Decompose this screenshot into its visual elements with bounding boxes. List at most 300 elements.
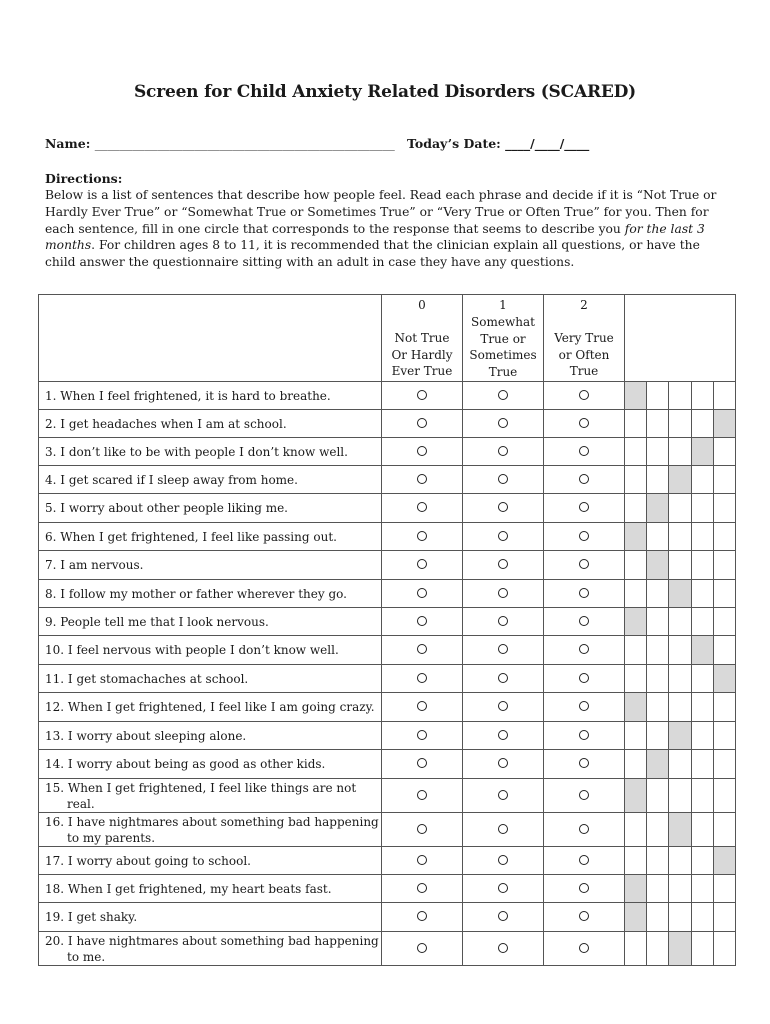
answer-cell [382,382,463,410]
answer-cell [544,636,625,665]
scoring-cell [691,903,713,932]
answer-cell [382,665,463,693]
question-label: 17. I worry about going to school. [45,853,251,868]
scoring-cell-shaded [647,494,669,523]
scoring-cell [713,722,735,750]
answer-circle-2[interactable] [579,943,589,953]
answer-circle-0[interactable] [417,758,427,768]
answer-circle-1[interactable] [498,673,508,683]
scoring-cell [713,875,735,903]
answer-cell [463,494,544,523]
answer-circle-2[interactable] [579,474,589,484]
scoring-cell-shaded [625,875,647,903]
answer-cell [382,693,463,722]
question-text [39,580,382,608]
answer-circle-0[interactable] [417,446,427,456]
question-row [39,665,736,693]
answer-circle-1[interactable] [498,758,508,768]
answer-circle-2[interactable] [579,790,589,800]
answer-cell [382,932,463,966]
answer-cell [463,382,544,410]
scoring-cell [691,932,713,966]
answer-cell [463,551,544,580]
scoring-cell [691,608,713,636]
scoring-cell-shaded [669,722,691,750]
question-label: 14. I worry about being as good as other kids. [45,757,326,771]
question-label: 11. I get stomachaches at school. [45,671,249,686]
answer-circle-2[interactable] [579,855,589,865]
scoring-cell-shaded [713,665,735,693]
scoring-cell [647,523,669,551]
scoring-cell [669,494,691,523]
scoring-cell [669,438,691,466]
date-field[interactable] [407,136,589,151]
scoring-cell [625,847,647,875]
scoring-cell [647,903,669,932]
scoring-cell [647,608,669,636]
answer-circle-0[interactable] [417,673,427,683]
answer-circle-0[interactable] [417,616,427,626]
scoring-cell [713,580,735,608]
scoring-cell [625,636,647,665]
scoring-cell [625,932,647,966]
answer-cell [544,750,625,779]
header-option-0 [382,295,463,382]
scoring-cell [647,410,669,438]
scoring-cell [713,636,735,665]
scoring-cell [669,382,691,410]
name-blank[interactable]: ________________________________________________ [94,136,395,151]
answer-cell [382,523,463,551]
scoring-cell-shaded [669,466,691,494]
question-text [39,382,382,410]
scoring-cell-shaded [647,551,669,580]
scoring-cell [691,813,713,847]
answer-cell [463,750,544,779]
answer-cell [544,932,625,966]
directions-post: . For children ages 8 to 11, it is recommended that the clinician explain all questions, or have the child answer the questionnaire sitting with an adult in case they have any questions. [45,238,700,270]
answer-circle-2[interactable] [579,446,589,456]
question-row [39,410,736,438]
answer-circle-2[interactable] [579,824,589,834]
answer-cell [382,494,463,523]
answer-cell [544,494,625,523]
scoring-cell-shaded [625,693,647,722]
question-text [39,875,382,903]
scoring-cell-shaded [713,410,735,438]
scoring-cell [669,523,691,551]
answer-circle-0[interactable] [417,502,427,512]
scoring-cell [669,693,691,722]
question-row [39,438,736,466]
scoring-cell [625,580,647,608]
answer-cell [544,722,625,750]
answer-circle-1[interactable] [498,616,508,626]
scoring-cell [625,466,647,494]
answer-circle-1[interactable] [498,911,508,921]
question-label: 12. When I get frightened, I feel like I am going crazy. [45,700,375,714]
scoring-cell [691,466,713,494]
scoring-cell [625,551,647,580]
scoring-cell [625,438,647,466]
option-score: 1 [499,298,507,312]
answer-circle-1[interactable] [498,701,508,711]
question-row [39,932,736,966]
scoring-cell [713,551,735,580]
answer-cell [544,693,625,722]
answer-circle-1[interactable] [498,883,508,893]
answer-cell [463,693,544,722]
answer-cell [382,636,463,665]
scoring-cell [669,665,691,693]
answer-circle-1[interactable] [498,943,508,953]
question-label: 2. I get headaches when I am at school. [45,416,287,431]
question-label: 16. I have nightmares about something bad happening to my parents. [45,814,379,845]
scoring-cell [713,608,735,636]
directions-text [45,187,725,271]
answer-cell [382,750,463,779]
scoring-cell-shaded [625,903,647,932]
question-row [39,551,736,580]
question-row [39,693,736,722]
question-row [39,523,736,551]
question-row [39,779,736,813]
question-label: 20. I have nightmares about something bad happening to me. [45,933,379,964]
answer-circle-2[interactable] [579,588,589,598]
scoring-cell-shaded [691,438,713,466]
option-label: Very True or Often True [554,330,614,379]
question-label: 19. I get shaky. [45,910,138,924]
answer-circle-0[interactable] [417,390,427,400]
scoring-cell [669,903,691,932]
question-row [39,636,736,665]
scoring-cell [647,382,669,410]
scoring-cell [691,750,713,779]
question-label: 4. I get scared if I sleep away from home. [45,472,298,487]
answer-circle-0[interactable] [417,701,427,711]
answer-cell [544,608,625,636]
answer-cell [382,466,463,494]
scoring-cell-shaded [647,750,669,779]
scoring-cell [713,779,735,813]
answer-circle-1[interactable] [498,474,508,484]
scoring-cell [691,523,713,551]
question-text [39,693,382,722]
answer-cell [544,847,625,875]
answer-cell [463,779,544,813]
name-label: Name: [45,136,91,151]
question-row [39,813,736,847]
scoring-cell-shaded [625,382,647,410]
scoring-cell [691,410,713,438]
scoring-cell [647,438,669,466]
option-score: 0 [418,298,426,312]
question-row [39,903,736,932]
answer-cell [544,438,625,466]
answer-circle-1[interactable] [498,446,508,456]
answer-circle-0[interactable] [417,790,427,800]
answer-cell [544,665,625,693]
answer-circle-0[interactable] [417,730,427,740]
answer-cell [382,722,463,750]
answer-circle-0[interactable] [417,855,427,865]
date-label: Today’s Date: [407,136,501,151]
scoring-cell [669,750,691,779]
answer-circle-1[interactable] [498,730,508,740]
header-blank [39,295,382,382]
scoring-cell [647,580,669,608]
answer-circle-2[interactable] [579,559,589,569]
answer-circle-2[interactable] [579,701,589,711]
question-text [39,551,382,580]
scoring-cell [647,693,669,722]
answer-cell [463,608,544,636]
header-score-blank [625,295,736,382]
question-label: 18. When I get frightened, my heart beats fast. [45,881,332,896]
scoring-cell [669,410,691,438]
scoring-cell [713,523,735,551]
scoring-cell [691,779,713,813]
scoring-cell [647,636,669,665]
scoring-cell [691,665,713,693]
answer-cell [544,813,625,847]
scoring-cell [713,813,735,847]
question-text [39,608,382,636]
page-title: Screen for Child Anxiety Related Disorders (SCARED) [133,82,637,102]
scoring-cell [625,813,647,847]
question-text [39,847,382,875]
question-label: 13. I worry about sleeping alone. [45,728,247,743]
answer-cell [382,410,463,438]
answer-circle-2[interactable] [579,883,589,893]
answer-cell [544,466,625,494]
scoring-cell [691,693,713,722]
answer-circle-0[interactable] [417,824,427,834]
question-text [39,903,382,932]
answer-cell [382,847,463,875]
answer-cell [382,813,463,847]
directions-pre: Below is a list of sentences that describe how people feel. Read each phrase and decide if it is “Not True or Hardly Ever True” or “Somewhat True or Sometimes True” or “Very True or Often True” for you. Then for each sentence, fill in one circle that corresponds to the response that seems to describe you [45,188,717,236]
question-text [39,779,382,813]
question-row [39,580,736,608]
question-row [39,875,736,903]
directions-heading: Directions: [45,171,123,186]
answer-circle-2[interactable] [579,758,589,768]
question-text [39,466,382,494]
question-text [39,932,382,966]
question-row [39,722,736,750]
question-label: 8. I follow my mother or father wherever they go. [45,586,347,601]
answer-cell [382,551,463,580]
header-option-1 [463,295,544,382]
answer-circle-1[interactable] [498,824,508,834]
scoring-cell-shaded [669,932,691,966]
header-row [39,295,736,382]
scoring-cell-shaded [625,523,647,551]
question-label: 9. People tell me that I look nervous. [45,614,269,629]
scoring-cell [669,847,691,875]
question-label: 10. I feel nervous with people I don’t know well. [45,643,339,657]
question-text [39,722,382,750]
answer-cell [544,580,625,608]
answer-circle-0[interactable] [417,943,427,953]
scoring-cell [713,693,735,722]
scoring-cell [691,847,713,875]
scoring-cell [647,847,669,875]
scoring-cell [713,494,735,523]
answer-cell [544,875,625,903]
scoring-cell [691,722,713,750]
directions-emphasis: for the last 3 months [45,221,705,253]
answer-circle-1[interactable] [498,390,508,400]
option-label: Somewhat True or Sometimes True [469,314,537,380]
scoring-cell [713,932,735,966]
answer-cell [463,466,544,494]
scoring-cell [713,382,735,410]
question-text [39,665,382,693]
question-row [39,750,736,779]
answer-circle-1[interactable] [498,502,508,512]
question-text [39,750,382,779]
question-label: 5. I worry about other people liking me. [45,501,288,515]
scoring-cell [713,903,735,932]
answer-circle-2[interactable] [579,911,589,921]
answer-circle-2[interactable] [579,418,589,428]
scoring-cell-shaded [625,608,647,636]
answer-circle-0[interactable] [417,911,427,921]
question-row [39,494,736,523]
scoring-cell-shaded [713,847,735,875]
question-text [39,523,382,551]
scoring-cell [713,466,735,494]
name-field[interactable] [45,136,395,151]
answer-circle-0[interactable] [417,559,427,569]
question-text [39,813,382,847]
answer-cell [382,875,463,903]
question-row [39,847,736,875]
answer-circle-2[interactable] [579,644,589,654]
answer-cell [382,903,463,932]
answer-cell [463,722,544,750]
answer-cell [463,580,544,608]
answer-cell [463,523,544,551]
scoring-cell [691,580,713,608]
question-row [39,466,736,494]
question-row [39,382,736,410]
scoring-cell [669,779,691,813]
answer-cell [463,813,544,847]
answer-circle-1[interactable] [498,559,508,569]
question-row [39,608,736,636]
date-blank[interactable]: ____/____/____ [505,136,590,151]
scoring-cell-shaded [691,636,713,665]
answer-cell [544,551,625,580]
answer-circle-2[interactable] [579,616,589,626]
question-label: 3. I don’t like to be with people I don’t know well. [45,444,348,459]
scoring-cell [647,466,669,494]
answer-cell [382,779,463,813]
answer-circle-0[interactable] [417,644,427,654]
answer-circle-1[interactable] [498,855,508,865]
scoring-cell [669,551,691,580]
question-text [39,636,382,665]
scoring-cell [647,722,669,750]
answer-circle-0[interactable] [417,588,427,598]
scoring-cell [669,636,691,665]
answer-circle-1[interactable] [498,644,508,654]
option-score: 2 [580,298,588,312]
answer-cell [463,932,544,966]
scoring-cell [625,410,647,438]
answer-cell [544,903,625,932]
answer-cell [463,636,544,665]
answer-circle-2[interactable] [579,673,589,683]
answer-cell [544,779,625,813]
scoring-cell [713,438,735,466]
answer-cell [382,580,463,608]
scoring-cell [691,494,713,523]
answer-circle-0[interactable] [417,531,427,541]
question-label: 6. When I get frightened, I feel like passing out. [45,529,337,544]
scoring-cell [647,665,669,693]
option-label: Not True Or Hardly Ever True [391,330,453,379]
answer-circle-0[interactable] [417,474,427,484]
scoring-cell [669,608,691,636]
answer-circle-1[interactable] [498,790,508,800]
answer-cell [463,438,544,466]
scoring-cell [625,494,647,523]
answer-circle-2[interactable] [579,502,589,512]
answer-cell [463,665,544,693]
questionnaire-table [38,294,736,966]
answer-cell [463,410,544,438]
answer-circle-2[interactable] [579,730,589,740]
scoring-cell [691,875,713,903]
answer-circle-2[interactable] [579,390,589,400]
answer-circle-2[interactable] [579,531,589,541]
question-label: 7. I am nervous. [45,558,144,572]
header-option-2 [544,295,625,382]
answer-cell [463,903,544,932]
question-text [39,410,382,438]
scoring-cell [647,932,669,966]
answer-circle-0[interactable] [417,883,427,893]
answer-cell [544,523,625,551]
scoring-cell-shaded [669,813,691,847]
scoring-cell [647,813,669,847]
answer-cell [463,875,544,903]
question-text [39,438,382,466]
answer-circle-1[interactable] [498,588,508,598]
scoring-cell [669,875,691,903]
scoring-cell [625,750,647,779]
scoring-cell-shaded [625,779,647,813]
answer-circle-1[interactable] [498,418,508,428]
scoring-cell [691,382,713,410]
answer-cell [544,410,625,438]
answer-cell [382,438,463,466]
answer-cell [544,382,625,410]
question-text [39,494,382,523]
answer-cell [382,608,463,636]
scoring-cell [625,665,647,693]
scoring-cell [691,551,713,580]
answer-circle-0[interactable] [417,418,427,428]
question-label: 1. When I feel frightened, it is hard to breathe. [45,388,331,403]
answer-circle-1[interactable] [498,531,508,541]
scoring-cell [625,722,647,750]
answer-cell [463,847,544,875]
